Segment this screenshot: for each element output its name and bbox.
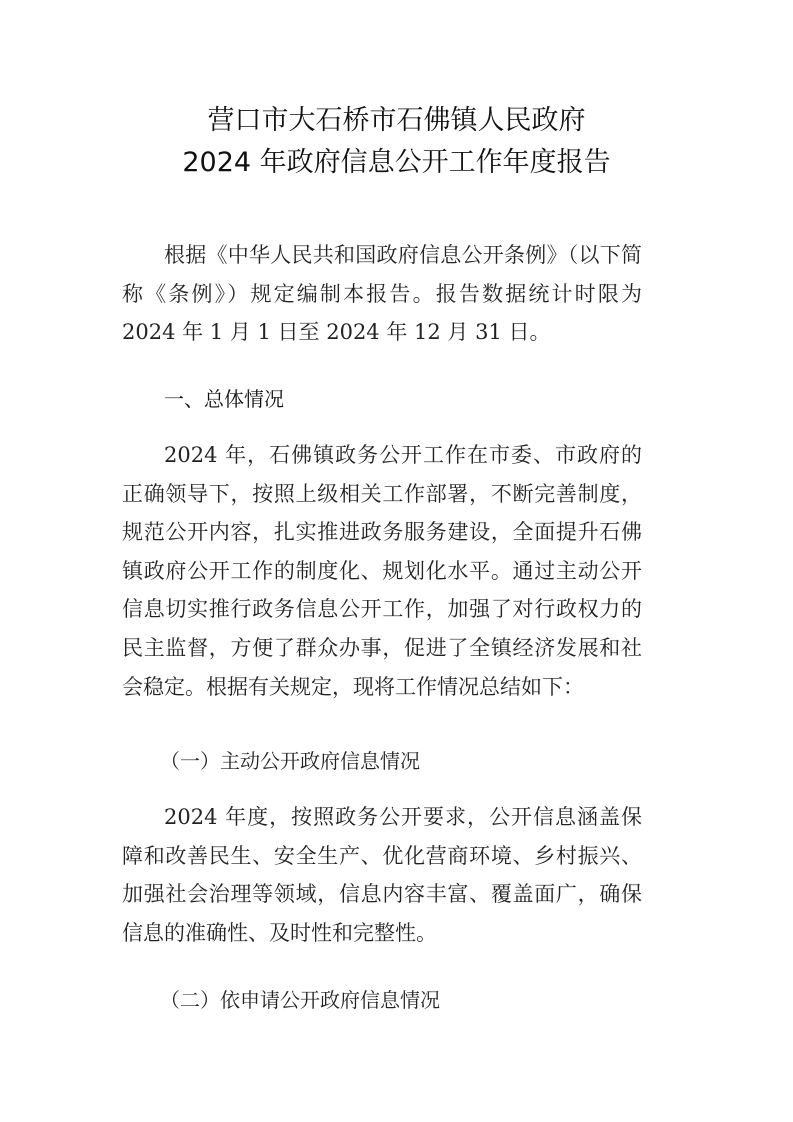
document-title-line-1: 营口市大石桥市石佛镇人民政府 [207,105,586,136]
subsection-heading-request-disclosure: （二）依申请公开政府信息情况 [160,988,440,1012]
intro-paragraph: 根据《中华人民共和国政府信息公开条例》（以下简称《条例》）规定编制本报告。报告数据统计时限为 2024 年 1 月 1 日至 2024 年 12 月 31 日。 [122,243,642,345]
proactive-disclosure-paragraph: 2024 年度，按照政务公开要求，公开信息涵盖保障和改善民生、安全生产、优化营商环境、乡村振兴、加强社会治理等领域，信息内容丰富、覆盖面广，确保信息的准确性、及时性和完整性。 [122,805,642,945]
overview-paragraph: 2024 年，石佛镇政务公开工作在市委、市政府的正确领导下，按照上级相关工作部署，不断完善制度，规范公开内容，扎实推进政务服务建设，全面提升石佛镇政府公开工作的制度化、规划化水平。通过主动公开信息切实推行政务信息公开工作，加强了对行政权力的民主监督，方便了群众办事，促进了全镇经济发展和社会稳定。根据有关规定，现将工作情况总结如下： [122,443,642,699]
document-title-line-2: 2024 年政府信息公开工作年度报告 [182,147,611,178]
section-heading-overview: 一、总体情况 [164,387,284,411]
subsection-heading-proactive-disclosure: （一）主动公开政府信息情况 [160,749,420,773]
